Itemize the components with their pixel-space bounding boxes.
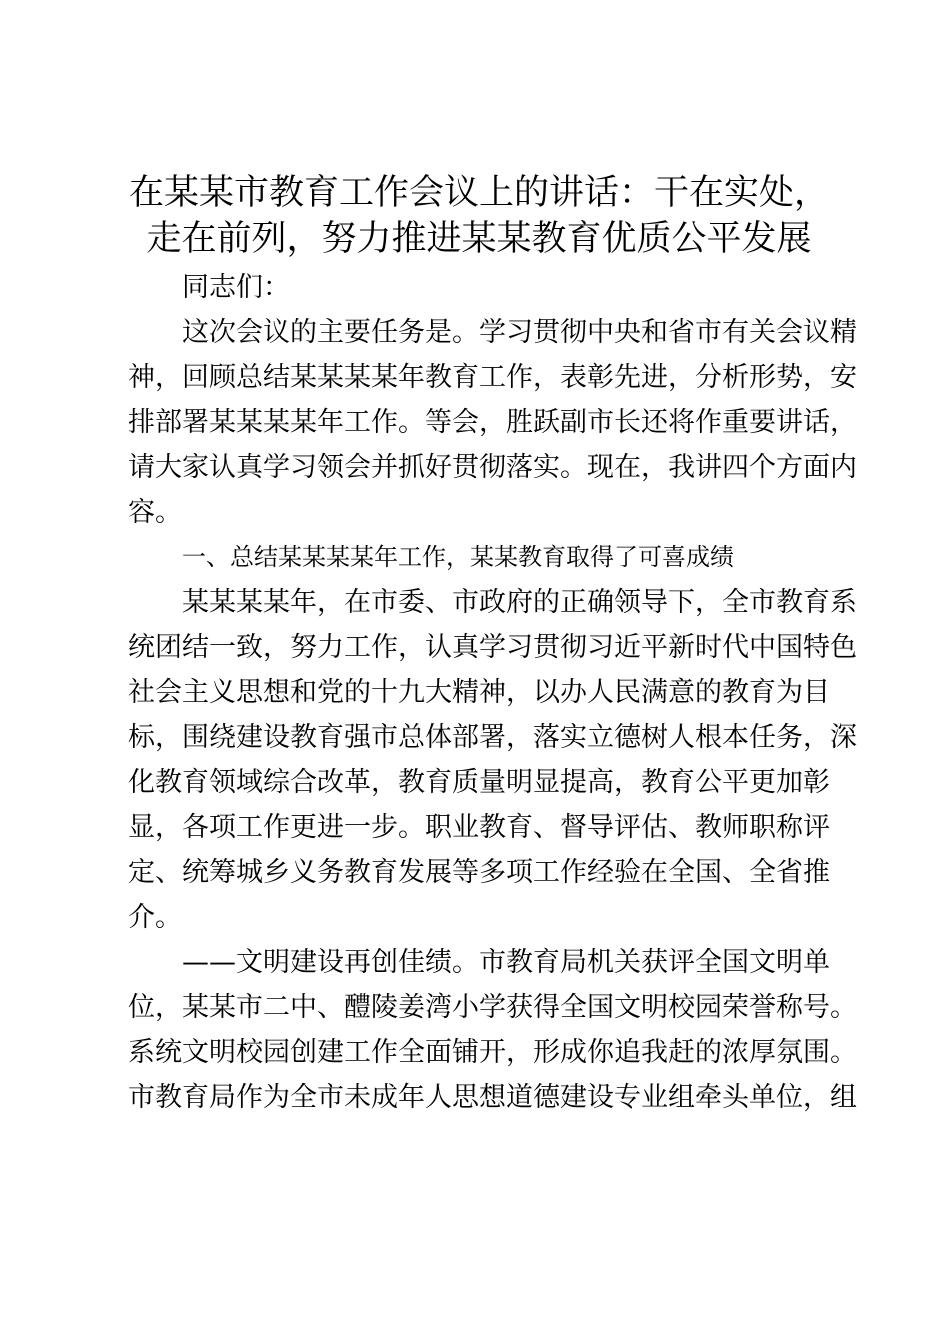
section-1-line: 显，各项工作更进一步。职业教育、督导评估、教师职称评 — [128, 812, 830, 843]
intro-line: 请大家认真学习领会并抓好贯彻落实。现在，我讲四个方面内 — [128, 452, 857, 483]
intro-paragraph — [128, 310, 857, 535]
section-1-line: 介。 — [128, 902, 182, 933]
intro-line: 排部署某某某某年工作。等会，胜跃副市长还将作重要讲话， — [128, 407, 857, 438]
civilization-line: 位，某某市二中、醴陵姜湾小学获得全国文明校园荣誉称号。 — [128, 992, 857, 1023]
section-1-line: 定、统筹城乡义务教育发展等多项工作经验在全国、全省推 — [128, 857, 830, 888]
section-1-paragraph — [128, 580, 857, 940]
civilization-line: ——文明建设再创佳绩。市教育局机关获评全国文明单 — [182, 947, 830, 978]
intro-line: 容。 — [128, 497, 182, 528]
section-1-line: 化教育领域综合改革，教育质量明显提高，教育公平更加彰 — [128, 767, 830, 798]
intro-line: 这次会议的主要任务是。学习贯彻中央和省市有关会议精 — [182, 317, 857, 348]
section-1-line: 标，围绕建设教育强市总体部署，落实立德树人根本任务，深 — [128, 722, 857, 753]
civilization-line: 系统文明校园创建工作全面铺开，形成你追我赶的浓厚氛围。 — [128, 1037, 857, 1068]
section-1-line: 统团结一致，努力工作，认真学习贯彻习近平新时代中国特色 — [128, 632, 857, 663]
intro-line: 神，回顾总结某某某某年教育工作，表彰先进，分析形势，安 — [128, 362, 857, 393]
document-title — [128, 170, 830, 262]
section-1-line: 某某某某年，在市委、市政府的正确领导下，全市教育系 — [182, 587, 857, 618]
document-page — [128, 170, 857, 1120]
section-1-line: 社会主义思想和党的十九大精神，以办人民满意的教育为目 — [128, 677, 830, 708]
salutation: 同志们： — [182, 272, 290, 303]
title-line-2: 走在前列，努力推进某某教育优质公平发展 — [146, 219, 812, 259]
civilization-line: 市教育局作为全市未成年人思想道德建设专业组牵头单位，组 — [128, 1082, 857, 1113]
civilization-paragraph — [128, 940, 857, 1120]
title-line-1: 在某某市教育工作会议上的讲话：干在实处， — [128, 173, 829, 213]
section-1-heading: 一、总结某某某某年工作，某某教育取得了可喜成绩 — [182, 543, 734, 571]
